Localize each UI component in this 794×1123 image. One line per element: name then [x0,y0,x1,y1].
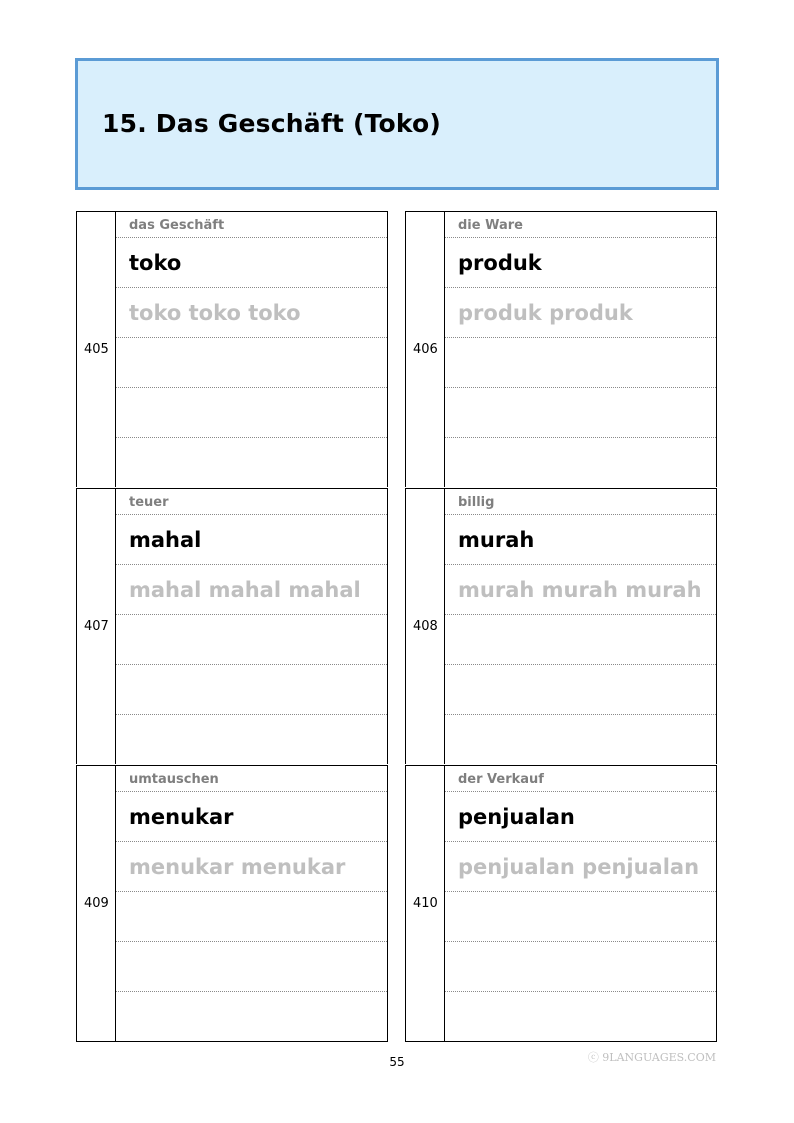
blank-row[interactable] [116,438,387,488]
blank-row[interactable] [445,942,716,992]
german-word: billig [458,495,495,510]
entry-number: 410 [413,896,438,911]
blank-row[interactable] [116,942,387,992]
target-word: murah [458,528,535,552]
practice-row [445,842,716,892]
german-row [445,212,716,238]
practice-row [116,288,387,338]
blank-row[interactable] [445,992,716,1042]
blank-row[interactable] [116,892,387,942]
practice-row [116,842,387,892]
blank-row[interactable] [445,388,716,438]
word-row [445,792,716,842]
practice-text: toko toko toko [129,301,301,325]
vocab-card-405 [76,211,388,487]
practice-text: produk produk [458,301,633,325]
number-column [406,212,445,487]
practice-text: mahal mahal mahal [129,578,361,602]
german-word: umtauschen [129,772,219,787]
entry-number: 406 [413,342,438,357]
blank-row[interactable] [445,438,716,488]
german-row [116,766,387,792]
vocab-card-410 [405,765,717,1041]
bottom-rule-right [405,1041,717,1042]
german-row [116,489,387,515]
entry-number: 408 [413,619,438,634]
number-column [77,766,116,1041]
vocab-card-409 [76,765,388,1041]
blank-row[interactable] [116,388,387,438]
target-word: penjualan [458,805,575,829]
blank-row[interactable] [116,992,387,1042]
german-word: teuer [129,495,169,510]
page-title: 15. Das Geschäft (Toko) [102,109,442,138]
practice-row [445,565,716,615]
blank-row[interactable] [116,338,387,388]
blank-row[interactable] [445,615,716,665]
target-word: produk [458,251,542,275]
entry-number: 405 [84,342,109,357]
entry-number: 409 [84,896,109,911]
practice-text: penjualan penjualan [458,855,700,879]
title-box [75,58,719,190]
entry-number: 407 [84,619,109,634]
german-row [445,489,716,515]
blank-row[interactable] [116,665,387,715]
german-word: das Geschäft [129,218,225,233]
practice-row [116,565,387,615]
target-word: mahal [129,528,202,552]
german-row [116,212,387,238]
word-row [116,515,387,565]
blank-row[interactable] [445,338,716,388]
number-column [406,489,445,764]
copyright-notice: ⓒ 9LANGUAGES.COM [587,1051,716,1064]
page-number: 55 [389,1055,405,1069]
word-row [445,515,716,565]
number-column [406,766,445,1041]
vocab-card-408 [405,488,717,764]
german-row [445,766,716,792]
practice-row [445,288,716,338]
word-row [116,792,387,842]
vocab-card-406 [405,211,717,487]
blank-row[interactable] [445,892,716,942]
word-row [116,238,387,288]
target-word: toko [129,251,182,275]
practice-text: menukar menukar [129,855,346,879]
german-word: der Verkauf [458,772,544,787]
german-word: die Ware [458,218,523,233]
blank-row[interactable] [116,715,387,765]
practice-text: murah murah murah [458,578,702,602]
word-row [445,238,716,288]
blank-row[interactable] [116,615,387,665]
bottom-rule-left [76,1041,388,1042]
blank-row[interactable] [445,715,716,765]
number-column [77,489,116,764]
vocab-card-407 [76,488,388,764]
number-column [77,212,116,487]
blank-row[interactable] [445,665,716,715]
target-word: menukar [129,805,234,829]
